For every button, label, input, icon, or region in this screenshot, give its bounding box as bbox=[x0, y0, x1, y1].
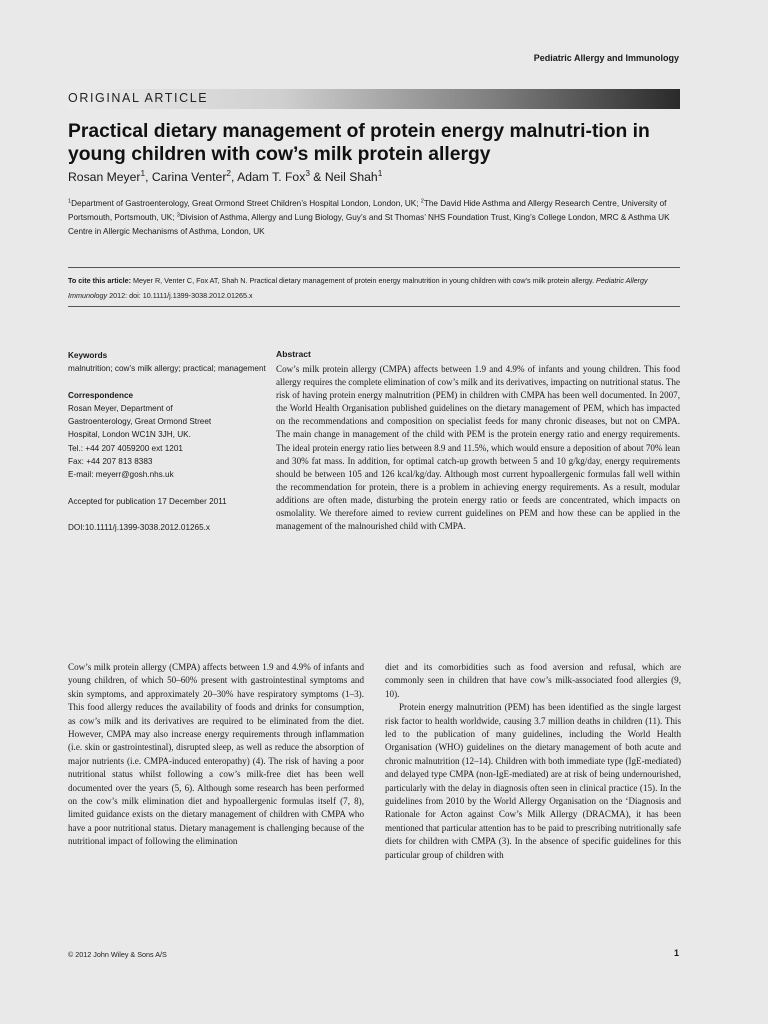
doi: DOI:10.1111/j.1399-3038.2012.01265.x bbox=[68, 522, 211, 532]
citation-journal: Pediatric Allergy Immunology bbox=[68, 276, 648, 300]
citation-doi: 2012: doi: 10.1111/j.1399-3038.2012.01265.x bbox=[107, 291, 253, 300]
correspondence-heading: Correspondence bbox=[68, 390, 134, 400]
affiliation-text: The David Hide Asthma and Allergy Research Centre, University of Portsmouth, Portsmouth, UK; bbox=[68, 199, 667, 222]
journal-name: Pediatric Allergy and Immunology bbox=[533, 53, 679, 63]
author-name: Rosan Meyer bbox=[68, 170, 141, 184]
accepted-date: Accepted for publication 17 December 2011 bbox=[68, 496, 227, 506]
page-number: 1 bbox=[673, 948, 679, 958]
affiliation-mark: 3 bbox=[176, 212, 180, 219]
author-affiliation-mark: 1 bbox=[377, 167, 383, 178]
body-paragraph: Protein energy malnutrition (PEM) has been identified as the single largest risk factor to health worldwide, causing 3.7 million deaths in children (11). This led to the publication of many guidelines, including the World Health Organisation (WHO) guidelines on the dietary management of both acute and chronic malnutrition (12–14). Children with both immediate type (IgE-mediated) and delayed type CMPA (non-IgE-mediated) are at risk of being undernourished, particularly with the delay in diagnosis often seen in clinical practice (15). In the guidelines from 2010 by the World Allergy Organisation on the ‘Diagnosis and Rationale for Acton against Cow’s Milk Allergy (DRACMA), it has been mentioned that particular attention has to be paid to prescribing nutritionally safe diets for children with CMPA (3). In the absence of specific guidelines for this particular group of children with bbox=[385, 702, 681, 860]
article-info-sidebar bbox=[68, 349, 266, 534]
article-type-banner bbox=[68, 89, 680, 109]
correspondence-line: Hospital, London WC1N 3JH, UK. bbox=[68, 430, 191, 440]
author-name: Adam T. Fox bbox=[237, 170, 306, 184]
author-name: Carina Venter bbox=[151, 170, 227, 184]
abstract-section bbox=[276, 349, 680, 533]
affiliation-text: Department of Gastroenterology, Great Ormond Street Children’s Hospital London, London, UK; bbox=[71, 199, 421, 208]
correspondence-line: Rosan Meyer, Department of bbox=[68, 403, 173, 413]
author-separator: , bbox=[231, 170, 238, 184]
correspondence-line: Tel.: +44 207 4059200 ext 1201 bbox=[68, 443, 183, 453]
abstract-heading: Abstract bbox=[276, 349, 311, 359]
author-separator: , bbox=[145, 170, 152, 184]
body-column-left bbox=[68, 661, 364, 849]
author-affiliation-mark: 3 bbox=[305, 167, 310, 178]
author-affiliation-mark: 1 bbox=[140, 167, 146, 178]
affiliation-mark: 2 bbox=[420, 198, 424, 205]
article-type-label: ORIGINAL ARTICLE bbox=[68, 91, 209, 105]
author-list bbox=[68, 167, 383, 184]
correspondence-line: Gastroenterology, Great Ormond Street bbox=[68, 417, 212, 427]
citation-label: To cite this article: bbox=[68, 276, 131, 285]
article-title: Practical dietary management of protein energy malnutri-tion in young children with cow’s milk protein allergy bbox=[68, 121, 650, 165]
copyright: © 2012 John Wiley & Sons A/S bbox=[68, 950, 167, 959]
citation bbox=[68, 273, 680, 303]
author-separator: & bbox=[309, 170, 325, 184]
correspondence-email: E-mail: meyerr@gosh.nhs.uk bbox=[68, 470, 174, 480]
keywords-heading: Keywords bbox=[68, 351, 108, 360]
divider bbox=[68, 267, 680, 268]
affiliation-text: Division of Asthma, Allergy and Lung Biology, Guy’s and St Thomas’ NHS Foundation Trust, King’s College London, MRC & Asthma UK Centre in Allergic Mechanisms of Asthma, London, UK bbox=[68, 213, 670, 236]
author-name: Neil Shah bbox=[324, 170, 378, 184]
author-affiliation-mark: 2 bbox=[226, 167, 232, 178]
body-paragraph: diet and its comorbidities such as food aversion and refusal, which are commonly seen in children that have cow’s milk-associated food allergies (9, 10). bbox=[385, 662, 681, 699]
correspondence-line: Fax: +44 207 813 8383 bbox=[68, 457, 153, 467]
divider bbox=[68, 306, 680, 307]
body-column-right bbox=[385, 661, 681, 862]
keywords-text: malnutrition; cow’s milk allergy; practical; management bbox=[68, 364, 266, 374]
affiliations bbox=[68, 197, 683, 239]
body-paragraph: Cow’s milk protein allergy (CMPA) affects between 1.9 and 4.9% of infants and young children, of which 50–60% present with gastrointestinal symptoms and skin symptoms, and approximately 20–30% have respiratory symptoms (1–3). This food allergy reduces the availability of foods and drinks for consumption, as cow’s milk and its derivatives are required to be eliminated from the diet. However, CMPA may also increase energy requirements through inflammation (i.e. skin or gastrointestinal), disrupted sleep, as well as reduce the absorption of major nutrients (i.e. CMPA-induced enteropathy) (4). The risk of having a poor nutritional status whilst following a cow’s milk-free diet has been well documented over the years (5, 6). Although some research has been performed on the cow’s milk elimination diet and hypoallergenic formulas itself (7, 8), limited guidance exists on the dietary management of children with CMPA who have a poor nutritional status. Dietary management is challenging because of the nutritional impact of following the elimination bbox=[68, 662, 364, 847]
citation-text: Meyer R, Venter C, Fox AT, Shah N. Practical dietary management of protein energy malnutrition in young children with cow’s milk protein allergy. bbox=[130, 276, 596, 285]
abstract-text: Cow’s milk protein allergy (CMPA) affects between 1.9 and 4.9% of infants and young children. This food allergy requires the complete elimination of cow’s milk and its derivatives, impacting on nutritional status. The risk of having protein energy malnutrition (PEM) in children with CMPA has been well documented. In 2007, the World Health Organisation published guidelines on the dietary management of PEM, which has impacted on the recommendations and composition on specialist feeds for many chronic diseases, but not on CMPA. The main change in management of the child with PEM is the protein energy ratio and energy requirements. The ideal protein energy ratio lies between 8.9 and 11.5%, which would ensure a deposition of about 70% lean and 30% fat mass. In addition, for optimal catch-up growth between 5 and 10 g/kg/day, energy requirements should be between 105 and 126 kcal/kg/day. Although most current hypoallergenic formulas fall well within the recommendation for protein, there is a problem in achieving energy requirements. As a result, modular additions are often made, disturbing the protein energy ratio or feeds are concentrated, which impacts on osmolality. We therefore aimed to review current guidelines on PEM and how these can be applied in the management of the malnourished child with CMPA. bbox=[276, 364, 680, 532]
affiliation-mark: 1 bbox=[68, 198, 72, 205]
